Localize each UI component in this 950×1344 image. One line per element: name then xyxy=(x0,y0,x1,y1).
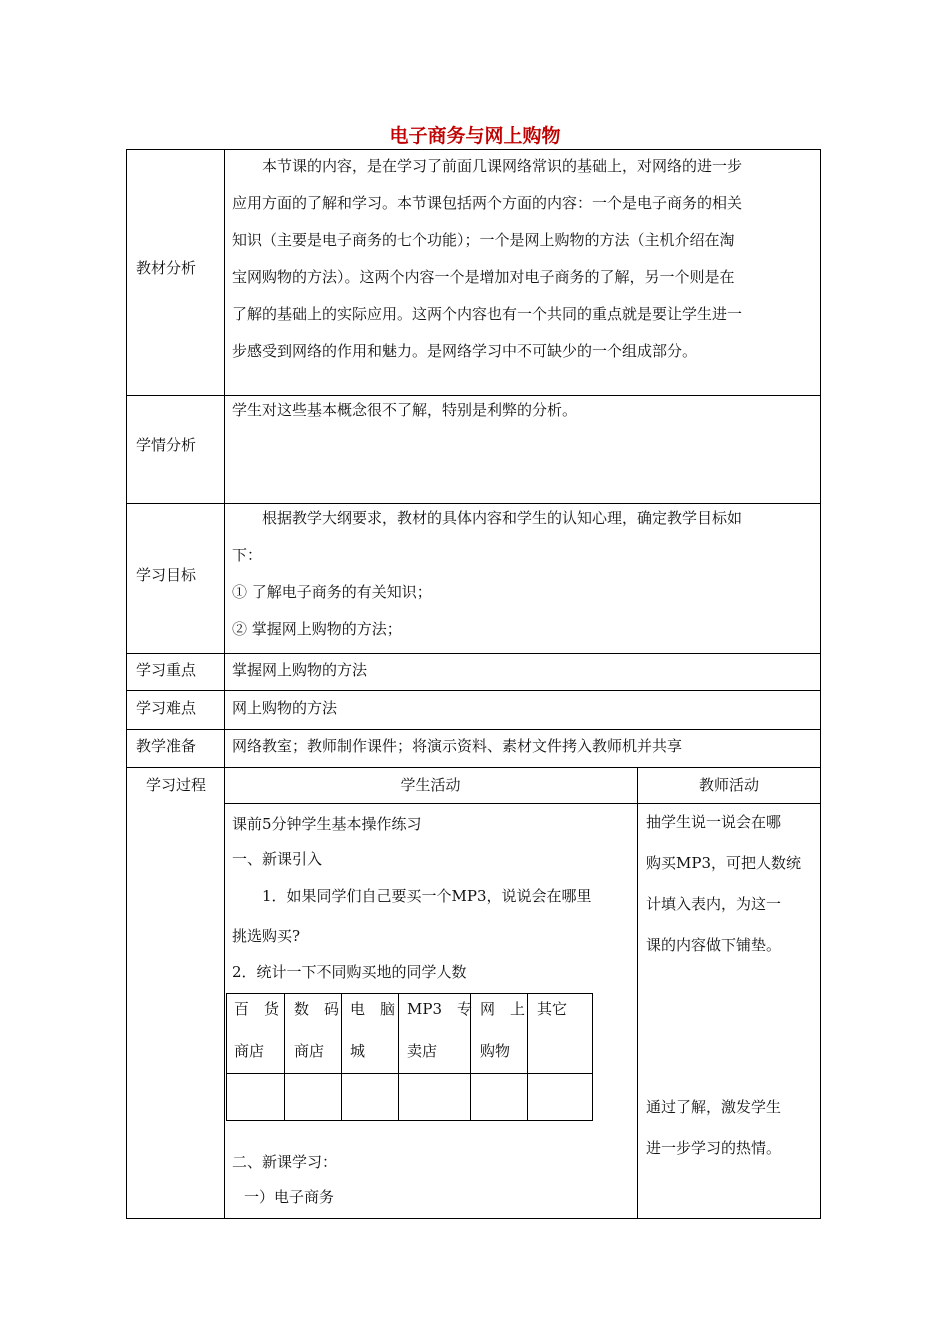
survey-header-text: 卖店 xyxy=(407,1042,438,1060)
row-label-student-analysis: 学情分析 xyxy=(136,436,197,454)
student-activity-header: 学生活动 xyxy=(400,776,461,794)
survey-header-cell xyxy=(537,988,567,1030)
student-activity-line: 一、新课引入 xyxy=(232,850,323,868)
survey-header-text: 城 xyxy=(350,1042,366,1060)
survey-table-border xyxy=(284,993,285,1121)
survey-header-text: 电 脑 xyxy=(350,1000,396,1018)
survey-header-cell xyxy=(234,988,279,1072)
teacher-activity-header: 教师活动 xyxy=(698,776,759,794)
survey-table-border xyxy=(226,993,227,1121)
survey-header-text: 百 货 xyxy=(234,1000,280,1018)
textbook-analysis-content xyxy=(232,148,812,370)
row-divider xyxy=(126,653,821,654)
student-activity-line: 2．统计一下不同购买地的同学人数 xyxy=(232,963,467,981)
textbook-line: 宝网购物的方法）。这两个内容一个是增加对电子商务的了解，另一个则是在 xyxy=(232,268,735,286)
row-divider xyxy=(126,767,821,768)
student-activity-line: 课前5分钟学生基本操作练习 xyxy=(232,815,422,833)
teacher-activity-block xyxy=(646,802,816,966)
teacher-activity-line: 计填入表内，为这一 xyxy=(646,895,782,913)
difficulty-content: 网上购物的方法 xyxy=(232,699,338,717)
textbook-line: 步感受到网络的作用和魅力。是网络学习中不可缺少的一个组成部分。 xyxy=(232,342,698,360)
survey-table-border xyxy=(341,993,342,1121)
row-label-process: 学习过程 xyxy=(146,776,207,794)
row-label-preparation: 教学准备 xyxy=(136,737,197,755)
row-divider xyxy=(126,729,821,730)
activity-column-divider xyxy=(637,767,638,1219)
teacher-activity-line: 进一步学习的热情。 xyxy=(646,1139,782,1157)
survey-header-text: 购物 xyxy=(480,1042,511,1060)
goals-line: ① 了解电子商务的有关知识； xyxy=(232,583,432,601)
survey-header-cell xyxy=(350,988,395,1072)
textbook-line: 知识（主要是电子商务的七个功能）；一个是网上购物的方法（主机介绍在淘 xyxy=(232,231,735,249)
teacher-activity-line: 课的内容做下铺垫。 xyxy=(646,936,782,954)
survey-header-text: 其它 xyxy=(537,1000,568,1018)
table-border-left xyxy=(126,149,127,1219)
survey-header-cell xyxy=(480,988,525,1072)
table-border-bottom xyxy=(126,1218,821,1219)
survey-header-text: 数 码 xyxy=(294,1000,340,1018)
textbook-line: 应用方面的了解和学习。本节课包括两个方面的内容：一个是电子商务的相关 xyxy=(232,194,743,212)
goals-line: ② 掌握网上购物的方法； xyxy=(232,620,402,638)
student-activity-line: 一）电子商务 xyxy=(244,1188,335,1206)
textbook-line: 本节课的内容，是在学习了前面几课网络常识的基础上，对网络的进一步 xyxy=(262,157,743,175)
teacher-activity-line: 购买MP3，可把人数统 xyxy=(646,854,801,872)
teacher-activity-line: 抽学生说一说会在哪 xyxy=(646,813,782,831)
survey-header-text: 商店 xyxy=(234,1042,265,1060)
row-label-learning-goals: 学习目标 xyxy=(136,566,197,584)
survey-table-border xyxy=(226,1120,593,1121)
teacher-activity-line: 通过了解，激发学生 xyxy=(646,1098,782,1116)
row-divider xyxy=(126,690,821,691)
survey-header-cell xyxy=(407,988,472,1072)
survey-table-border xyxy=(226,1073,593,1074)
learning-goals-content xyxy=(232,500,812,648)
row-label-textbook-analysis: 教材分析 xyxy=(136,259,197,277)
goals-line: 下： xyxy=(232,546,263,564)
table-border-right xyxy=(820,149,821,1219)
textbook-line: 了解的基础上的实际应用。这两个内容也有一个共同的重点就是要让学生进一 xyxy=(232,305,743,323)
survey-header-text: MP3 专 xyxy=(407,1000,472,1018)
survey-table-border xyxy=(527,993,528,1121)
survey-header-text: 网 上 xyxy=(480,1000,526,1018)
student-activity-line: 二、新课学习： xyxy=(232,1153,338,1171)
document-title: 电子商务与网上购物 xyxy=(389,125,561,147)
survey-header-cell xyxy=(294,988,339,1072)
row-label-difficulty: 学习难点 xyxy=(136,699,197,717)
row-label-key-point: 学习重点 xyxy=(136,661,197,679)
survey-table-border xyxy=(592,993,593,1121)
student-analysis-content: 学生对这些基本概念很不了解，特别是利弊的分析。 xyxy=(232,401,578,419)
preparation-content: 网络教室；教师制作课件；将演示资料、素材文件拷入教师机并共享 xyxy=(232,737,683,755)
key-point-content: 掌握网上购物的方法 xyxy=(232,661,368,679)
survey-table-border xyxy=(398,993,399,1121)
goals-line: 根据教学大纲要求，教材的具体内容和学生的认知心理，确定教学目标如 xyxy=(262,509,743,527)
survey-header-text: 商店 xyxy=(294,1042,325,1060)
teacher-activity-block xyxy=(646,1087,816,1169)
label-column-divider xyxy=(224,149,225,1219)
student-activity-line: 1．如果同学们自己要买一个MP3，说说会在哪里 xyxy=(262,887,592,905)
student-activity-line: 挑选购买? xyxy=(232,927,301,945)
